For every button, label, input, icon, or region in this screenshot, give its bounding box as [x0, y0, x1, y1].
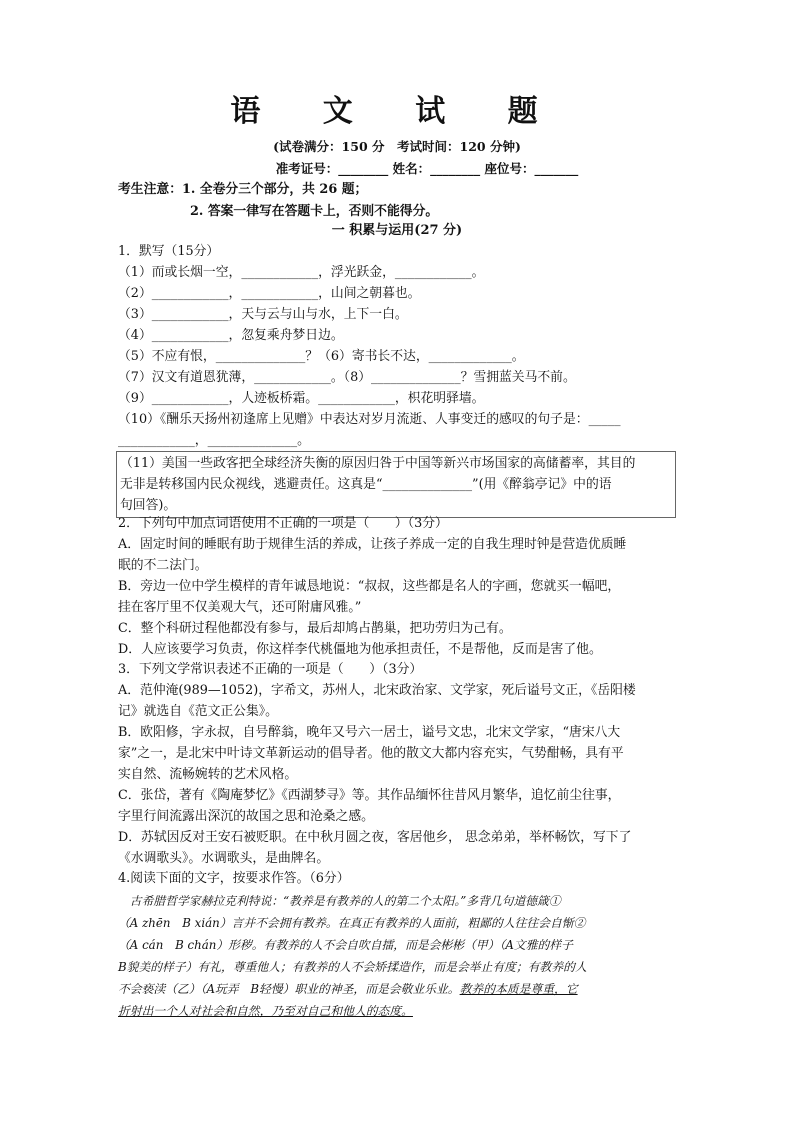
q1-item-11-line2: 无非是转移国内民众视线，逃避责任。这真是“______________”(用《醉翁亭记》中的语	[120, 477, 612, 492]
q1-item-11-line3: 句回答)。	[120, 498, 177, 513]
exam-title: 语 文 试 题	[230, 94, 564, 129]
q3-option-a2: 记》就选自《范文正公集》。	[118, 704, 278, 719]
passage-underlined-sentence-1: 教养的本质是尊重，它	[459, 982, 578, 996]
q1-item-10: （10）《酬乐天扬州初逢席上见赠》中表达对岁月流逝、人事变迁的感叹的句子是：_____	[118, 412, 621, 427]
notice-2: 2. 答案一律写在答题卡上，否则不能得分。	[190, 204, 439, 219]
passage-line-5-text: 不会亵渎（乙）（A玩弄 B轻慢）职业的神圣，而是会敬业乐业。	[118, 982, 460, 996]
q2-option-b2: 挂在客厅里不仅美观大气，还可附庸风雅。”	[118, 600, 362, 615]
q3-option-d2: 《水调歌头》。水调歌头，是曲牌名。	[118, 851, 330, 866]
q1-item-3: （3）____________，天与云与山与水，上下一白。	[118, 307, 408, 322]
passage-line-1: 古希腊哲学家赫拉克利特说：“教养是有教养的人的第二个太阳。”多背几句道德箴①	[118, 894, 561, 908]
q1-item-11-box	[116, 451, 676, 518]
q1-item-2: （2）____________，____________，山间之朝暮也。	[118, 286, 421, 301]
q1-item-5-6: （5）不应有恨，______________？（6）寄书长不达，_____________。	[118, 349, 525, 364]
q2-option-b1: B．旁边一位中学生模样的青年诚恳地说：“叔叔，这些都是名人的字画，您就买一幅吧，	[118, 579, 621, 594]
q4-passage	[118, 890, 678, 1022]
q3-option-b3: 实自然、流畅婉转的艺术风格。	[118, 767, 298, 782]
q2-option-a2: 眠的不二法门。	[118, 558, 208, 573]
passage-line-5	[118, 978, 678, 1000]
q2-option-a1: A．固定时间的睡眠有助于规律生活的养成，让孩子养成一定的自我生理时钟是营造优质睡	[118, 537, 627, 552]
q3-option-b2: 家”之一，是北宋中叶诗文革新运动的倡导者。他的散文大都内容充实，气势酣畅，具有平	[118, 746, 624, 761]
q1-heading: 1．默写（15分）	[118, 244, 220, 259]
q1-item-11-line1: （11）美国一些政客把全球经济失衡的原因归咎于中国等新兴市场国家的高储蓄率，其目的	[120, 456, 636, 471]
q1-item-4: （4）____________，忽复乘舟梦日边。	[118, 328, 344, 343]
q3-option-c1: C．张岱，著有《陶庵梦忆》《西湖梦寻》等。其作品缅怀往昔风月繁华，追忆前尘往事，	[118, 788, 621, 803]
passage-line-3: （A cán B chán）形秽。有教养的人不会自吹自擂，而是会彬彬（甲）（A文雅的样子	[118, 938, 573, 952]
q3-option-d1: D．苏轼因反对王安石被贬职。在中秋月圆之夜，客居他乡， 思念弟弟，举杯畅饮，写下了	[118, 830, 632, 845]
q3-option-b1: B．欧阳修，字永叔，自号醉翁，晚年又号六一居士，谥号文忠，北宋文学家，“唐宋八大	[118, 725, 621, 740]
passage-underlined-sentence-2: 折射出一个人对社会和自然，乃至对自己和他人的态度。	[118, 1004, 413, 1018]
q1-item-9: （9）____________，人迹板桥霜。____________，枳花明驿墙。	[118, 391, 485, 406]
q1-item-10-cont: ____________，______________。	[118, 433, 310, 448]
candidate-info: 准考证号：________ 姓名：________ 座位号：_______	[275, 161, 579, 176]
passage-line-2: （A zhēn B xián）言并不会拥有教养。在真正有教养的人面前，粗鄙的人往往会自惭②	[118, 916, 586, 930]
q1-item-1: （1）而或长烟一空，____________，浮光跃金，____________。	[118, 265, 485, 280]
q1-item-7-8: （7）汉文有道恩犹薄，____________。（8）______________？雪拥蓝关马不前。	[118, 370, 576, 385]
q3-heading: 3．下列文学常识表述不正确的一项是（ ）（3分）	[118, 662, 423, 677]
q4-heading: 4.阅读下面的文字，按要求作答。（6分）	[118, 871, 350, 886]
section-title: 一 积累与运用(27 分)	[331, 223, 463, 238]
passage-line-4: B貌美的样子）有礼，尊重他人；有教养的人不会矫揉造作，而是会举止有度；有教养的人	[118, 960, 587, 974]
exam-meta: (试卷满分：150 分 考试时间：120 分钟)	[273, 139, 521, 154]
notice-1: 考生注意：1. 全卷分三个部分，共 26 题；	[118, 182, 368, 197]
q2-heading: 2．下列句中加点词语使用不正确的一项是（ ）（3分）	[118, 516, 448, 531]
q3-option-a1: A．范仲淹(989—1052)，字希文，苏州人，北宋政治家、文学家，死后谥号文正，《岳阳楼	[118, 683, 636, 698]
q2-option-c: C．整个科研过程他都没有参与，最后却鸠占鹊巢，把功劳归为己有。	[118, 621, 512, 636]
q3-option-c2: 字里行间流露出深沉的故国之思和沧桑之感。	[118, 809, 374, 824]
q2-option-d: D．人应该要学习负责，你这样李代桃僵地为他承担责任，不是帮他，反而是害了他。	[118, 642, 602, 657]
